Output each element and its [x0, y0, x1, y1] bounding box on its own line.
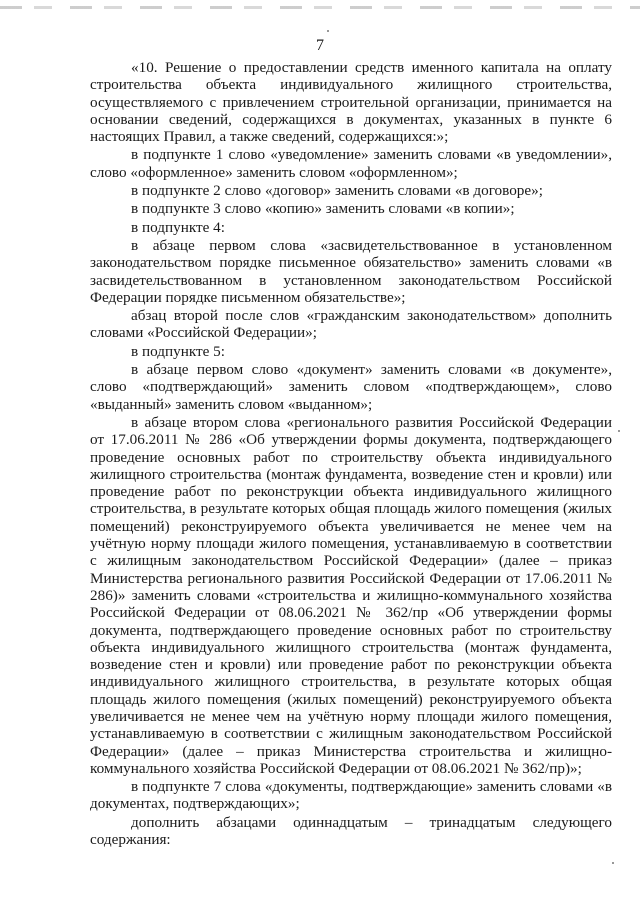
paragraph: в подпункте 2 слово «договор» заменить словами «в договоре»;: [131, 182, 543, 200]
paragraph: в подпункте 7 слова «документы, подтверждающие» заменить словами «в документах, подтверждающих»;: [90, 778, 612, 813]
paragraph: в подпункте 1 слово «уведомление» заменить словами «в уведомлении», слово «оформленное» заменить словом «оформленном»;: [90, 146, 612, 181]
paragraph: дополнить абзацами одиннадцатым – тринадцатым следующего содержания:: [90, 813, 612, 849]
paragraph: абзац второй после слов «гражданским законодательством» дополнить словами «Российской Федерации»;: [90, 307, 612, 342]
scan-speck: [327, 30, 329, 32]
paragraph: в подпункте 3 слово «копию» заменить словами «в копии»;: [131, 200, 515, 218]
page-number: 7: [316, 37, 324, 54]
paragraph: «10. Решение о предоставлении средств именного капитала на оплату строительства объекта индивидуального жилищного строительства, осуществляемого с привлечением строительной организации, принимается на основании сведений, содержащихся в документах, указанных в пункте 6 настоящих Правил, а также сведений, содержащихся:»;: [90, 59, 612, 146]
paragraph: в подпункте 5:: [131, 342, 225, 360]
scan-speck: [618, 430, 620, 432]
paragraph: в абзаце втором слова «регионального развития Российской Федерации от 17.06.2011 № 286 «Об утверждении формы документа, подтверждающего проведение основных работ по строительству объекта индивидуального жилищного строительства (монтаж фундамента, возведение стен и кровли) или проведение работ по реконструкции объекта индивидуального жилищного строительства, в результате которых общая площадь жилого помещения (жилых помещений) реконструируемого объекта увеличивается не менее чем на учётную норму площади жилого помещения, устанавливаемую в соответствии с жилищным законодательством Российской Федерации» (далее – приказ Министерства регионального развития Российской Федерации от 17.06.2011 № 286)» заменить словами «строительства и жилищно-коммунального хозяйства Российской Федерации от 08.06.2021 № 362/пр «Об утверждении формы документа, подтверждающего проведение основных работ по строительству объекта индивидуального жилищного строительства (монтаж фундамента, возведение стен и кровли) или проведение работ по реконструкции объекта индивидуального жилищного строительства, в результате которых общая площадь жилого помещения (жилых помещений) реконструируемого объекта увеличивается не менее чем на учётную норму площади жилого помещения, устанавливаемую в соответствии с жилищным законодательством Российской Федерации» (далее – приказ Министерства строительства и жилищно-коммунального хозяйства Российской Федерации от 08.06.2021 № 362/пр)»;: [90, 413, 612, 777]
paragraph: в абзаце первом слово «документ» заменить словами «в документе», слово «подтверждающий» заменить словом «подтверждающем», слово «выданный» заменить словом «выданном»;: [90, 361, 612, 413]
document-body: [90, 59, 612, 848]
paragraph: в абзаце первом слова «засвидетельствованное в установленном законодательством порядке письменное обязательство» заменить словами «в засвидетельствованном в установленном законодательством Российской Федерации порядке письменном обязательстве»;: [90, 236, 612, 306]
scan-artifact-top: [0, 6, 640, 9]
paragraph: в подпункте 4:: [131, 218, 225, 236]
scan-speck: [612, 862, 614, 864]
